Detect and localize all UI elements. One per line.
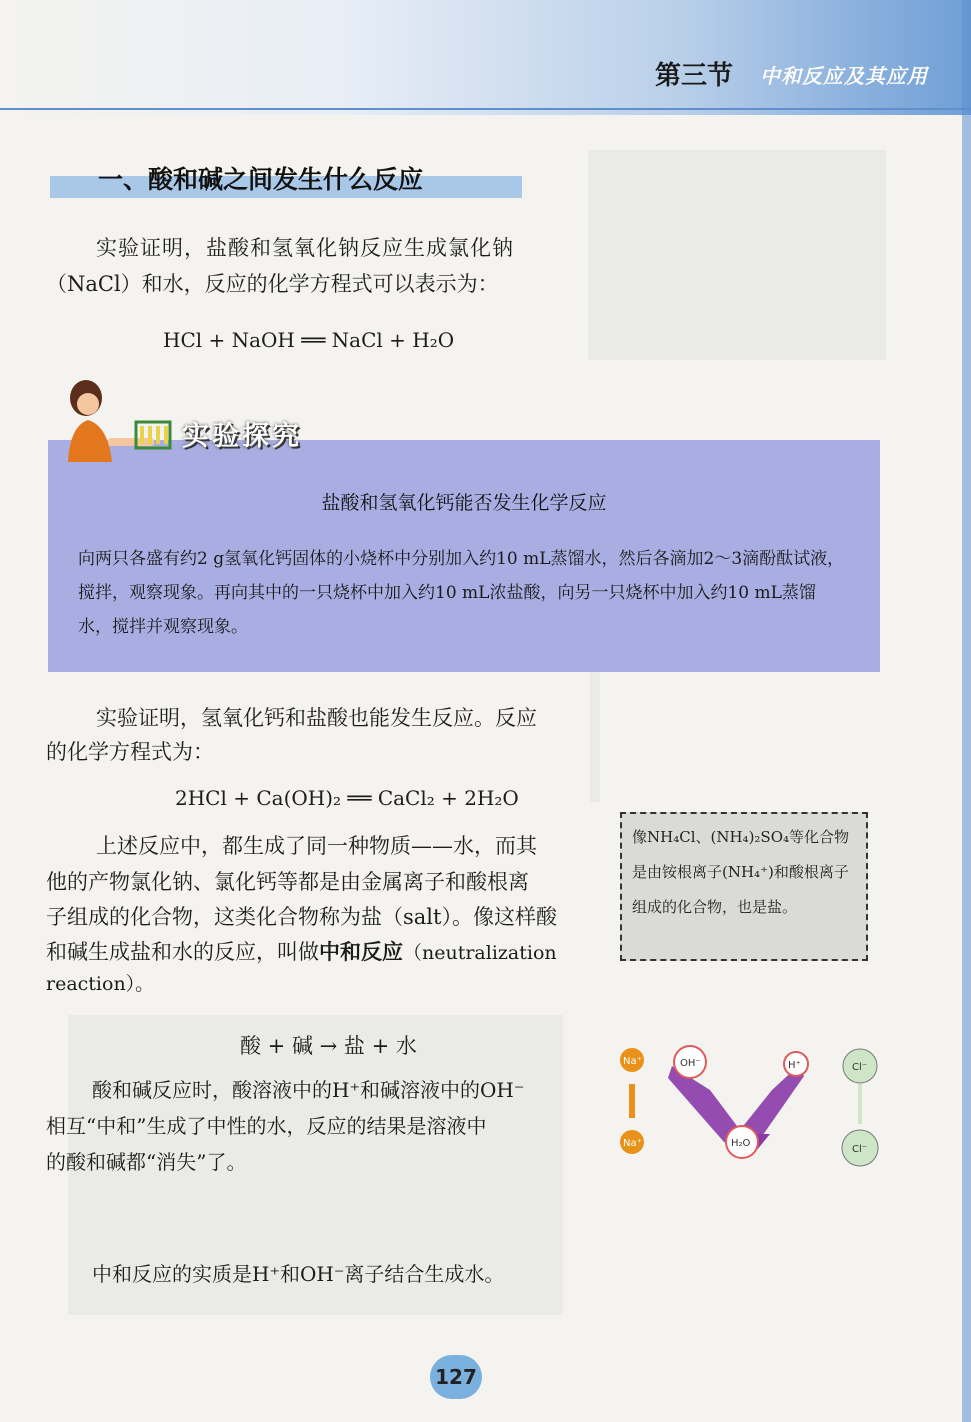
para2-line-1: 实验证明，氢氧化钙和盐酸也能发生反应。反应	[96, 706, 537, 730]
header-band	[0, 0, 971, 115]
student-illustration	[58, 378, 178, 462]
para2-line-2: 的化学方程式为：	[46, 740, 214, 764]
na-bottom-label: Na⁺	[623, 1138, 642, 1149]
experiment-banner: 实验探究	[182, 421, 302, 452]
essence-statement: 中和反应的实质是H⁺和OH⁻离子结合生成水。	[92, 1262, 505, 1286]
na-top-label: Na⁺	[623, 1056, 642, 1067]
section-label: 第三节	[655, 61, 734, 91]
para3-line-2: 他的产物氯化钠、氯化钙等都是由金属离子和酸根离	[46, 870, 529, 894]
section-subtitle: 中和反应及其应用	[760, 64, 928, 88]
para4-line-3: 的酸和碱都“消失”了。	[46, 1150, 247, 1174]
na-link	[629, 1084, 635, 1118]
h2o-label: H₂O	[731, 1138, 751, 1149]
h-label: H⁺	[788, 1060, 801, 1071]
para4-line-2: 相互“中和”生成了中性的水，反应的结果是溶液中	[46, 1114, 487, 1138]
para3-line-1: 上述反应中，都生成了同一种物质——水，而其	[96, 834, 537, 858]
note-text: 像NH₄Cl、(NH₄)₂SO₄等化合物是由铵根离子(NH₄⁺)和酸根离子组成的化合物，也是盐。	[632, 828, 850, 916]
equation-2: 2HCl + Ca(OH)₂ ══ CaCl₂ + 2H₂O	[175, 786, 519, 810]
para3-line-4-end: （neutralization	[403, 942, 557, 964]
cl-bottom-label: Cl⁻	[852, 1144, 868, 1155]
para3-line-3: 子组成的化合物，这类化合物称为盐（salt）。像这样酸	[46, 905, 557, 929]
background-panel	[590, 672, 600, 802]
para3-line-4-start: 和碱生成盐和水的反应，叫做	[46, 940, 319, 964]
background-panel	[588, 150, 886, 360]
oh-label: OH⁻	[680, 1058, 701, 1069]
intro-line-2: （NaCl）和水，反应的化学方程式可以表示为：	[46, 272, 499, 296]
key-term: 中和反应	[319, 940, 403, 964]
cl-top-label: Cl⁻	[852, 1062, 868, 1073]
word-equation: 酸 + 碱 → 盐 + 水	[240, 1034, 417, 1058]
equation-1: HCl + NaOH ══ NaCl + H₂O	[163, 328, 455, 352]
cl-link	[858, 1084, 862, 1124]
experiment-body: 向两只各盛有约2 g氢氧化钙固体的小烧杯中分别加入约10 mL蒸馏水，然后各滴加2～3滴酚酞试液，搅拌，观察现象。再向其中的一只烧杯中加入约10 mL浓盐酸，向另一只烧杯中加入约10 mL蒸馏水，搅拌并观察现象。	[78, 549, 845, 637]
page-edge	[962, 0, 971, 1422]
page-number: 127	[430, 1355, 482, 1399]
para3-line-5: reaction）。	[46, 973, 155, 995]
intro-line-1: 实验证明，盐酸和氢氧化钠反应生成氯化钠	[96, 236, 514, 260]
ion-diagram	[612, 1038, 892, 1178]
header-rule	[0, 108, 971, 110]
experiment-title: 盐酸和氢氧化钙能否发生化学反应	[321, 492, 607, 514]
section-heading: 一、酸和碱之间发生什么反应	[98, 165, 424, 194]
para4-line-1: 酸和碱反应时，酸溶液中的H⁺和碱溶液中的OH⁻	[92, 1078, 525, 1102]
